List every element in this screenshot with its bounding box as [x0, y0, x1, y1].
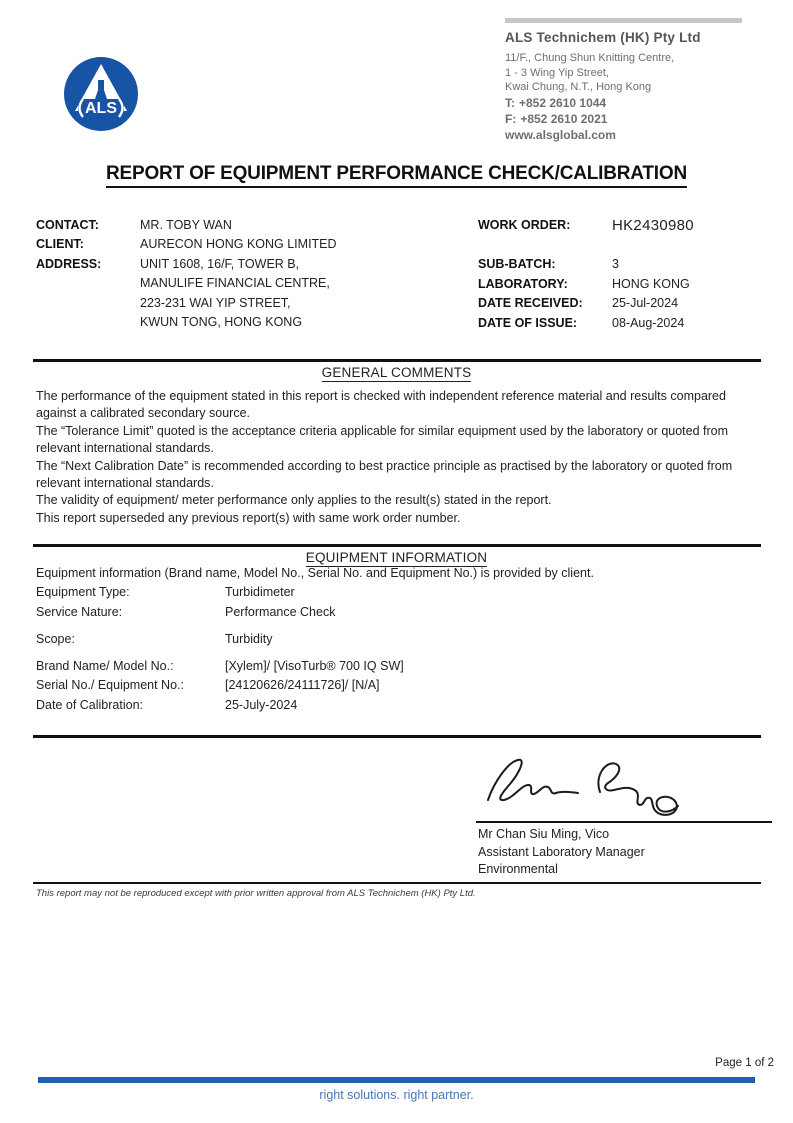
signatory-department: Environmental [478, 862, 558, 877]
section-divider [33, 544, 761, 547]
contact-value: MR. TOBY WAN [140, 218, 232, 232]
general-comments-heading: GENERAL COMMENTS [321, 365, 472, 380]
equipment-row [36, 630, 743, 650]
work-order-row [478, 216, 778, 235]
company-fax [505, 111, 757, 127]
address-label: ADDRESS: [36, 256, 102, 271]
page-number: Page 1 of 2 [715, 1057, 774, 1069]
sub-batch-label: SUB-BATCH: [478, 257, 556, 272]
company-name: ALS Technichem (HK) Pty Ltd [505, 30, 701, 45]
client-label: CLIENT: [36, 237, 84, 252]
equipment-row [36, 696, 743, 716]
signatory-name: Mr Chan Siu Ming, Vico [478, 827, 610, 841]
footer-divider [33, 882, 761, 884]
date-received-value: 25-Jul-2024 [612, 296, 679, 311]
client-row [36, 235, 436, 254]
signature-icon [482, 748, 692, 820]
brand-model-value: [Xylem]/ [VisoTurb® 700 IQ SW] [225, 658, 404, 673]
signatory-block [478, 826, 645, 879]
equipment-info-rows [36, 583, 743, 716]
comment-paragraph: The performance of the equipment stated in this report is checked with independent reference material and results compared against a calibrated secondary source. [36, 389, 726, 421]
work-order-value: HK2430980 [612, 217, 694, 234]
phone-number: +852 2610 1044 [519, 95, 607, 110]
als-logo [62, 55, 140, 133]
comment-paragraph: This report superseded any previous report(s) with same work order number. [36, 510, 461, 525]
laboratory-row [478, 275, 778, 294]
fax-label: F: [505, 111, 517, 126]
company-phone [505, 95, 757, 111]
footer-bar [38, 1077, 755, 1083]
equipment-row [36, 603, 743, 623]
calibration-date-value: 25-July-2024 [225, 697, 298, 712]
company-header [505, 18, 757, 143]
scope-value: Turbidity [225, 632, 273, 647]
work-order-label: WORK ORDER: [478, 218, 571, 232]
contact-label: CONTACT: [36, 218, 99, 232]
company-website: www.alsglobal.com [505, 127, 616, 142]
equipment-type-value: Turbidimeter [225, 585, 295, 599]
laboratory-label: LABORATORY: [478, 276, 568, 291]
footer-tagline: right solutions. right partner. [319, 1088, 474, 1102]
company-address-line: 1 - 3 Wing Yip Street, [505, 66, 609, 79]
phone-label: T: [505, 95, 515, 110]
als-logo-text: ALS [85, 100, 117, 117]
equipment-info-intro: Equipment information (Brand name, Model No., Serial No. and Equipment No.) is provided by client. [36, 566, 594, 580]
header-rule [505, 18, 742, 23]
date-of-issue-value: 08-Aug-2024 [612, 315, 685, 330]
laboratory-value: HONG KONG [612, 276, 690, 291]
general-comments-body [36, 388, 743, 527]
address-line: UNIT 1608, 16/F, TOWER B, [140, 256, 300, 271]
calibration-date-label: Date of Calibration: [36, 697, 144, 712]
company-address-line: 11/F., Chung Shun Knitting Centre, [505, 52, 675, 64]
signatory-title: Assistant Laboratory Manager [478, 844, 645, 859]
address-line: KWUN TONG, HONG KONG [140, 315, 303, 330]
report-title: REPORT OF EQUIPMENT PERFORMANCE CHECK/CALIBRATION [0, 163, 793, 185]
contact-row [36, 216, 436, 235]
order-block [478, 216, 778, 333]
equipment-row [36, 676, 743, 696]
address-line: 223-231 WAI YIP STREET, [140, 295, 291, 310]
section-divider [33, 735, 761, 738]
service-nature-label: Service Nature: [36, 604, 123, 619]
client-value: AURECON HONG KONG LIMITED [140, 237, 337, 252]
date-of-issue-row [478, 314, 778, 333]
disclaimer-text: This report may not be reproduced except with prior written approval from ALS Technichem (HK) Pty Ltd. [36, 888, 476, 899]
date-received-row [478, 294, 778, 313]
section-divider [33, 359, 761, 362]
equipment-row [36, 657, 743, 677]
comment-paragraph: The “Next Calibration Date” is recommended according to best practice principle as practised by the laboratory or quoted from relevant international standards. [36, 458, 733, 491]
sub-batch-value: 3 [612, 257, 619, 272]
date-of-issue-label: DATE OF ISSUE: [478, 315, 578, 330]
address-line: MANULIFE FINANCIAL CENTRE, [140, 276, 330, 291]
als-logo-icon [62, 55, 140, 133]
fax-number: +852 2610 2021 [520, 111, 608, 126]
equipment-information-heading: EQUIPMENT INFORMATION [305, 550, 488, 565]
serial-equipment-value: [24120626/24111726]/ [N/A] [225, 678, 380, 693]
signature-rule [476, 821, 772, 823]
address-row [36, 255, 436, 333]
brand-model-label: Brand Name/ Model No.: [36, 658, 174, 673]
equipment-type-label: Equipment Type: [36, 585, 130, 599]
equipment-row [36, 583, 743, 603]
company-address-line: Kwai Chung, N.T., Hong Kong [505, 81, 652, 93]
service-nature-value: Performance Check [225, 604, 336, 619]
comment-paragraph: The validity of equipment/ meter performance only applies to the result(s) stated in the report. [36, 493, 552, 508]
comment-paragraph: The “Tolerance Limit” quoted is the acceptance criteria applicable for similar equipment used by the laboratory or quoted from relevant international standards. [36, 423, 729, 456]
date-received-label: DATE RECEIVED: [478, 296, 583, 311]
serial-equipment-label: Serial No./ Equipment No.: [36, 678, 184, 693]
address-value [140, 255, 330, 333]
sub-batch-row [478, 255, 778, 274]
contact-block [36, 216, 436, 332]
scope-label: Scope: [36, 632, 75, 647]
